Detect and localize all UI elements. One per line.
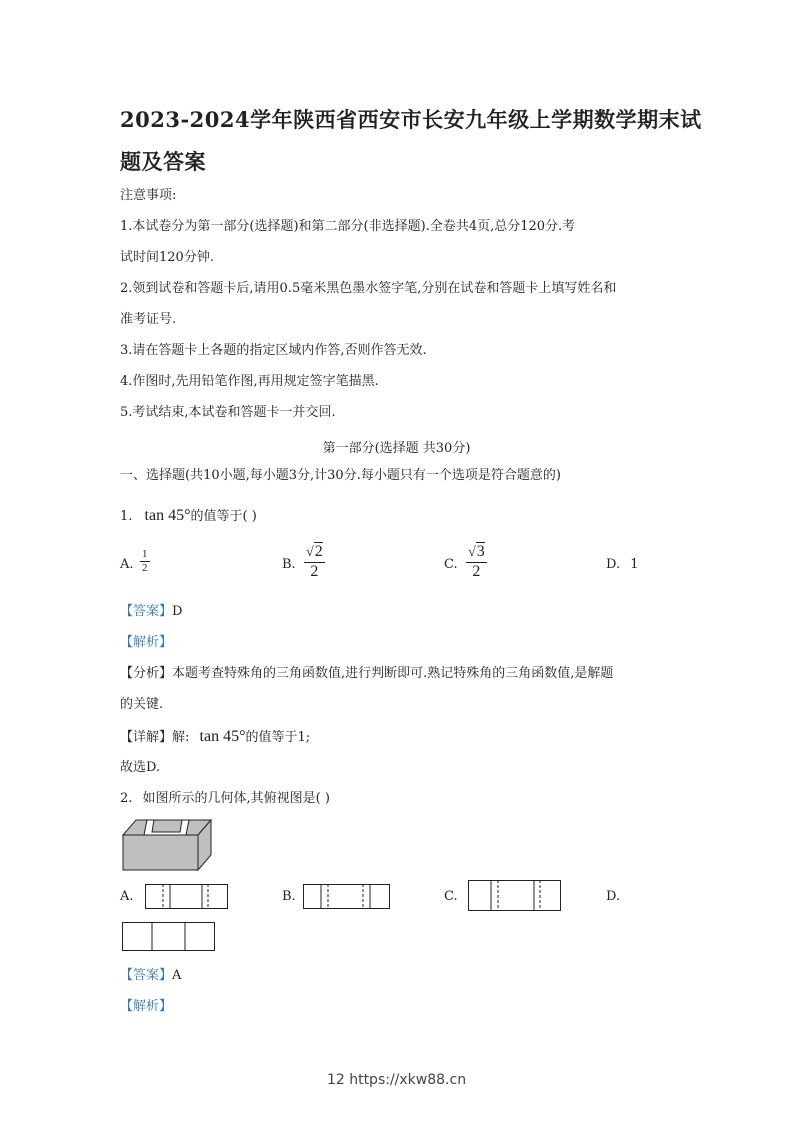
option-a-figure <box>145 884 229 911</box>
notice-item: 1.本试卷分为第一部分(选择题)和第二部分(非选择题).全卷共4页,总分120分.考 <box>120 219 576 234</box>
tan-expression: tan 45° <box>144 507 191 524</box>
answer-line <box>120 604 182 620</box>
notice-item: 2.领到试卷和答题卡后,请用0.5毫米黑色墨水签字笔,分别在试卷和答题卡上填写姓名和 <box>120 281 617 296</box>
question-text: 如图所示的几何体,其俯视图是( ) <box>142 791 330 806</box>
detail-line: 【详解】解: tan 45°的值等于1; <box>120 728 311 745</box>
question-number: 2. <box>120 791 133 806</box>
fenxi-line: 【分析】本题考查特殊角的三角函数值,进行判断即可.熟记特殊角的三角函数值,是解题 <box>120 666 614 681</box>
option-d: D. 1 <box>606 557 639 572</box>
option-c-figure <box>468 880 562 912</box>
section-heading: 一、选择题(共10小题,每小题3分,计30分.每小题只有一个选项是符合题意的) <box>120 468 561 483</box>
answer-value: D <box>172 604 183 619</box>
notice-item: 4.作图时,先用铅笔作图,再用规定签字笔描黑. <box>120 374 379 389</box>
detail-tag: 【详解】 <box>120 730 173 745</box>
option-c-label: C. <box>444 557 458 572</box>
option-c-fraction: $\frac{√3}{2}$ <box>468 543 485 580</box>
option-b-figure <box>303 884 391 911</box>
answer-line <box>120 968 181 984</box>
option-a-label: A. <box>120 557 134 572</box>
fenxi-line-2: 的关键. <box>120 697 164 712</box>
document-title-line1: 2023-2024学年陕西省西安市长安九年级上学期数学期末试 <box>120 107 702 132</box>
notice-item: 准考证号. <box>120 312 177 327</box>
option-c-label: C. <box>444 889 458 904</box>
analysis-tag: 【解析】 <box>120 635 173 650</box>
answer-tag: 【答案】 <box>120 604 173 619</box>
answer-tag: 【答案】 <box>120 968 173 983</box>
option-d-figure <box>122 922 216 952</box>
question-2-stem <box>120 791 330 807</box>
answer-value: A <box>172 968 182 983</box>
analysis-tag: 【解析】 <box>120 999 173 1014</box>
notice-item: 5.考试结束,本试卷和答题卡一并交回. <box>120 405 336 420</box>
option-d-label: D. <box>606 889 621 904</box>
question-text: 的值等于( ) <box>190 509 257 524</box>
notice-item: 试时间120分钟. <box>120 250 214 265</box>
option-b-label: B. <box>282 557 296 572</box>
option-a-fraction: $\frac{1}{2}$ <box>142 548 148 574</box>
tan-expression: tan 45° <box>199 728 246 745</box>
notice-item: 3.请在答题卡上各题的指定区域内作答,否则作答无效. <box>120 343 427 358</box>
question-1-stem <box>120 508 257 525</box>
geometric-solid-figure <box>122 818 214 872</box>
question-number: 1. <box>120 509 133 524</box>
option-b-label: B. <box>282 889 296 904</box>
part-heading: 第一部分(选择题 共30分) <box>322 441 471 456</box>
option-b-fraction: $\frac{√2}{2}$ <box>306 543 323 580</box>
fenxi-tag: 【分析】 <box>120 666 173 681</box>
notice-heading: 注意事项: <box>120 188 177 203</box>
page-footer: 12 https://xkw88.cn <box>326 1072 467 1088</box>
document-title-line2: 题及答案 <box>120 149 206 174</box>
conclusion: 故选D. <box>120 760 161 775</box>
option-a-label: A. <box>120 889 134 904</box>
